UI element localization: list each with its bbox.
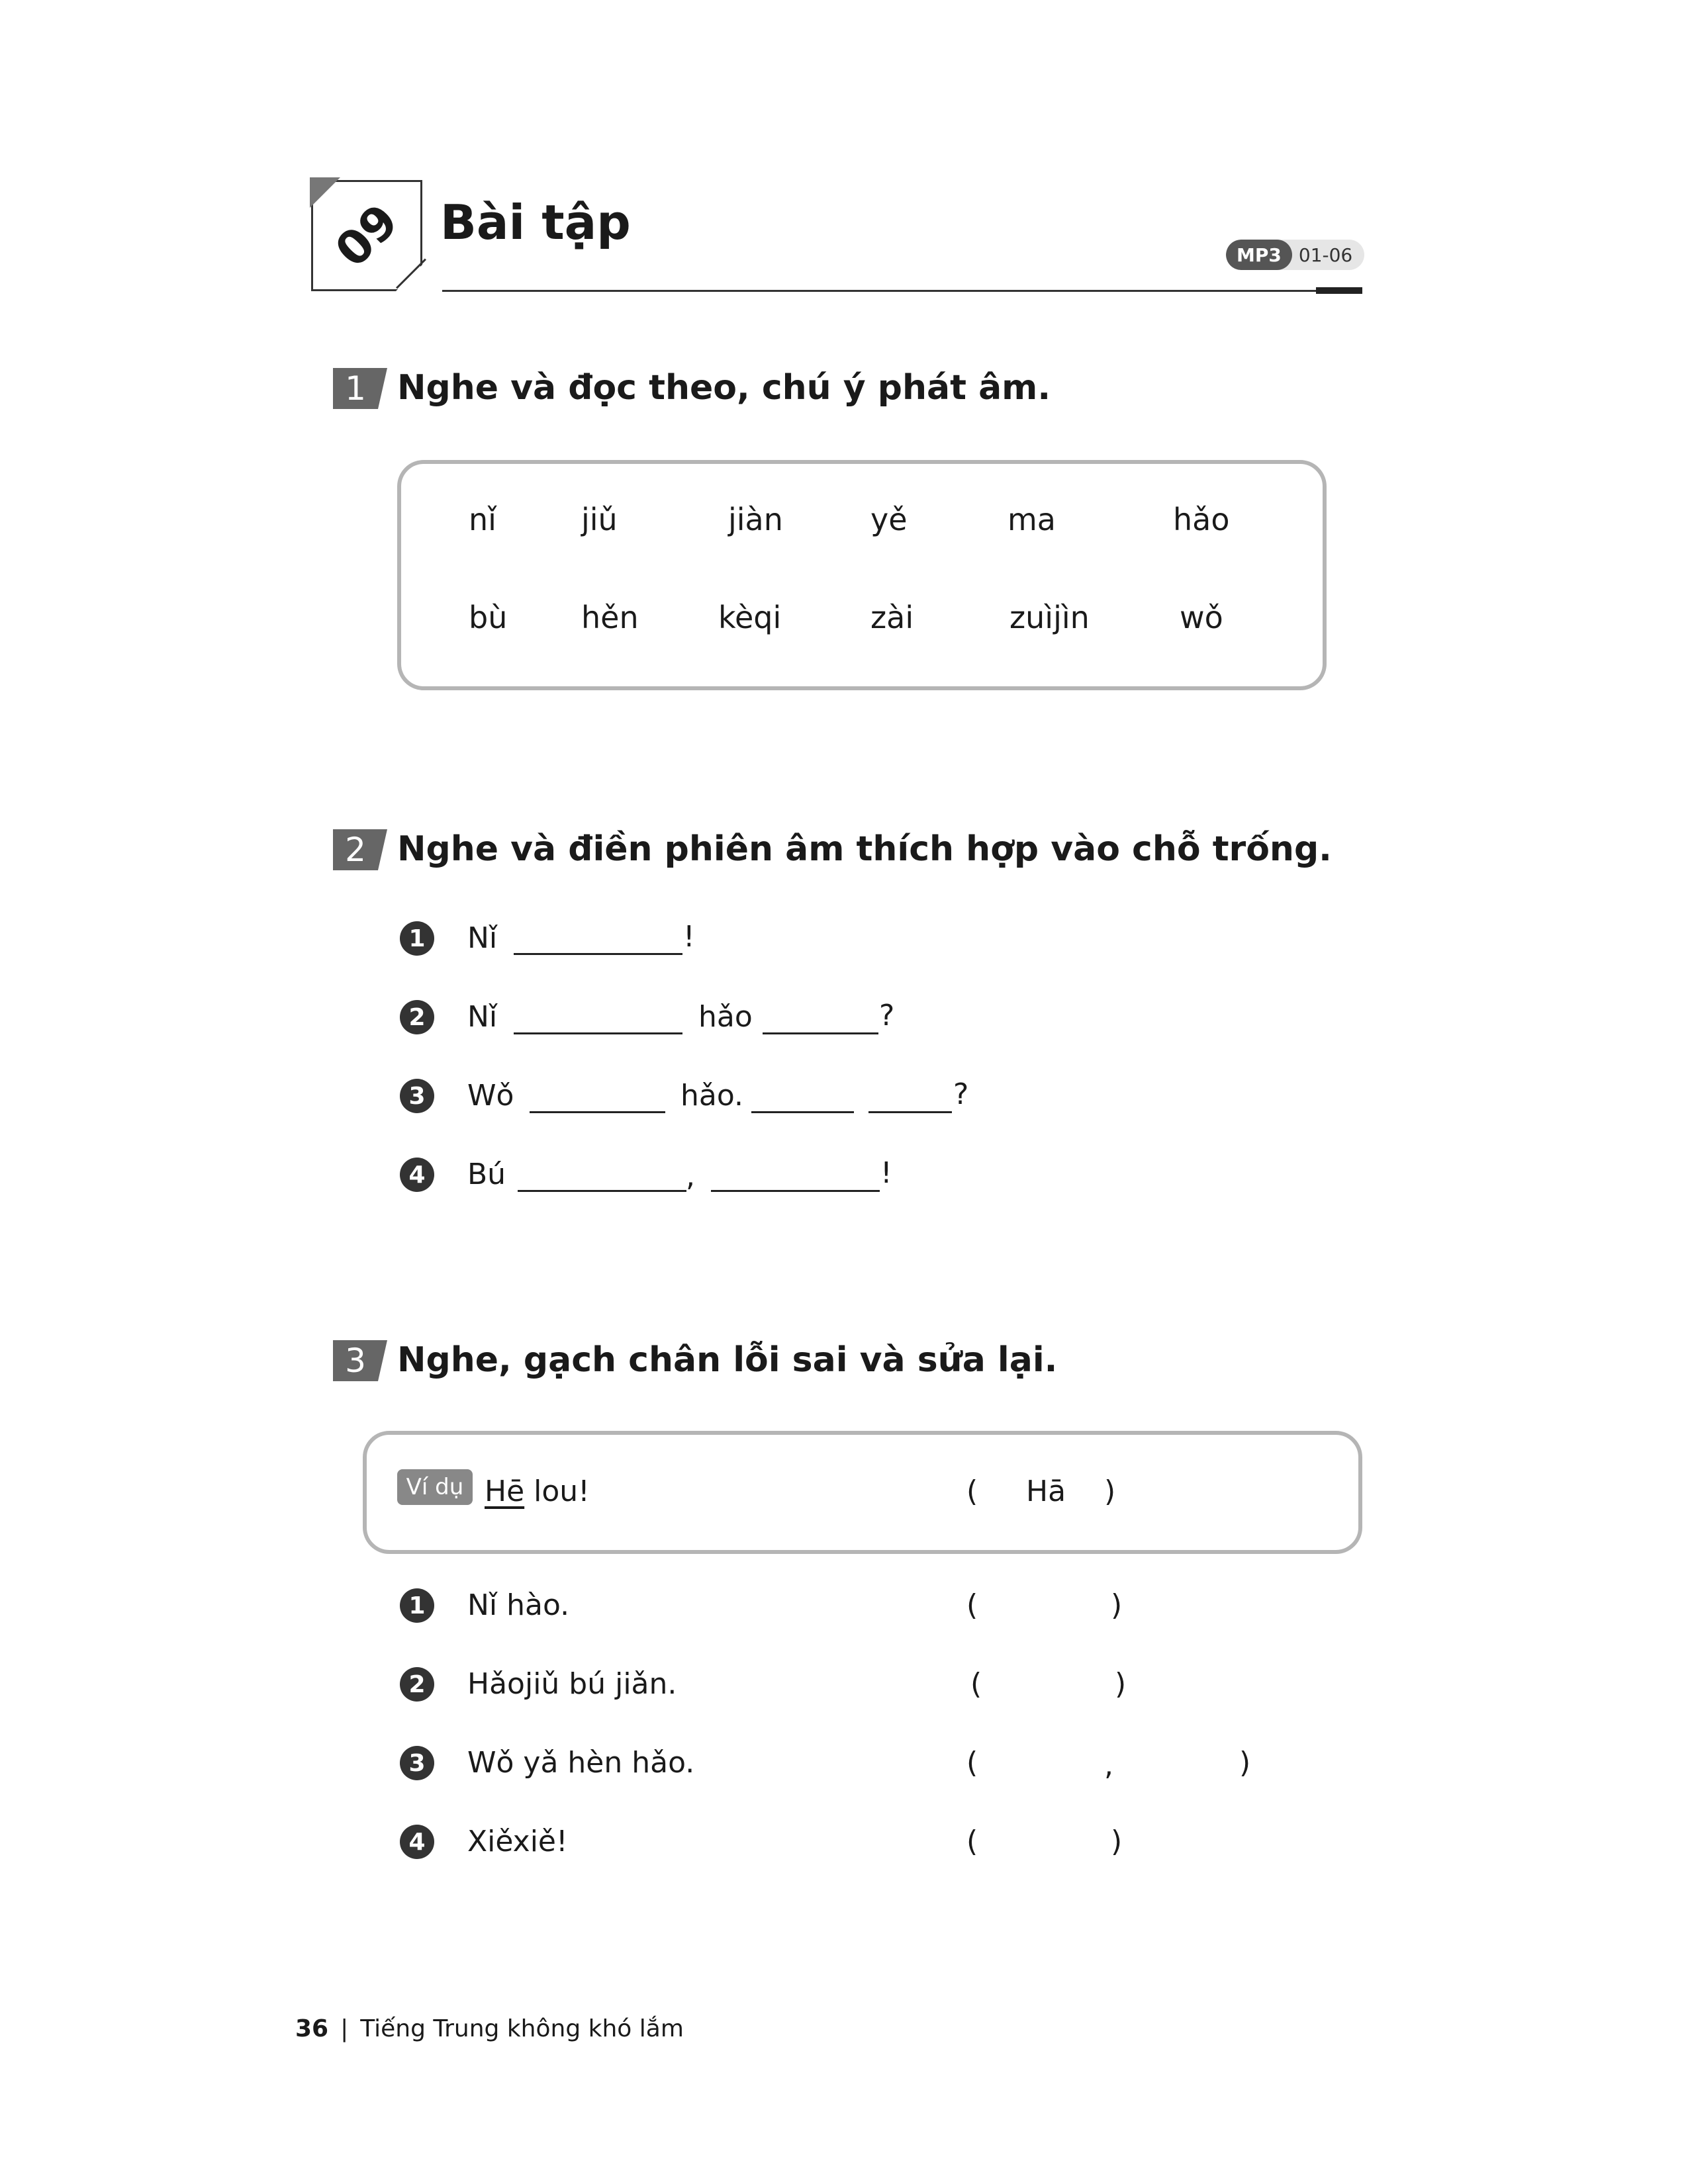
section-2-title: Nghe và điền phiên âm thích hợp vào chỗ trống. [397, 829, 1332, 869]
error-sentence[interactable]: Hǎojiǔ bú jiǎn. [467, 1667, 677, 1701]
title-divider-accent [1316, 287, 1362, 294]
book-title: Tiếng Trung không khó lắm [360, 2015, 684, 2042]
close-paren: ) [1104, 1475, 1116, 1508]
section-3-number: 3 [333, 1340, 378, 1381]
section-2-number: 2 [333, 829, 378, 870]
sentence-end: ! [683, 920, 695, 954]
pinyin-box [397, 460, 1327, 690]
example-rest: lou! [524, 1475, 590, 1508]
blank-line[interactable] [530, 1111, 665, 1113]
item-number: 2 [400, 1667, 434, 1702]
pinyin-word: ma [1008, 502, 1056, 537]
page-title: Bài tập [440, 195, 631, 250]
mp3-badge [1226, 240, 1364, 270]
sentence-start: Bú [467, 1158, 506, 1191]
close-paren: ) [1239, 1746, 1251, 1780]
sentence-start: Nǐ [467, 1000, 498, 1034]
pinyin-word: kèqi [718, 600, 782, 635]
open-paren: ( [966, 1475, 978, 1508]
footer-separator: | [340, 2015, 349, 2042]
sentence-middle: hǎo. [680, 1079, 743, 1113]
blank-line[interactable] [711, 1190, 880, 1192]
open-paren: ( [966, 1746, 978, 1780]
error-sentence[interactable]: Nǐ hào. [467, 1588, 570, 1622]
example-tag: Ví dụ [397, 1469, 473, 1505]
sentence-start: Wǒ [467, 1079, 514, 1113]
pinyin-word: nǐ [469, 502, 496, 537]
pinyin-word: zài [870, 600, 914, 635]
sentence-end: ? [953, 1077, 969, 1111]
item-number: 3 [400, 1079, 434, 1113]
section-1-title: Nghe và đọc theo, chú ý phát âm. [397, 368, 1051, 408]
pinyin-word: jiǔ [581, 502, 618, 537]
error-sentence[interactable]: Xiěxiě! [467, 1825, 568, 1858]
mp3-tag: MP3 [1226, 240, 1292, 270]
section-3-title: Nghe, gạch chân lỗi sai và sửa lại. [397, 1340, 1058, 1380]
blank-line[interactable] [514, 953, 682, 955]
pinyin-word: jiàn [728, 502, 783, 537]
item-number: 2 [400, 1000, 434, 1034]
close-paren: ) [1111, 1825, 1123, 1858]
blank-line[interactable] [751, 1111, 854, 1113]
close-paren: ) [1111, 1588, 1123, 1622]
error-sentence[interactable]: Wǒ yǎ hèn hǎo. [467, 1746, 695, 1780]
pinyin-word: zuìjìn [1009, 600, 1090, 635]
lesson-number: 09 [324, 193, 409, 278]
sentence-end: ! [880, 1156, 892, 1190]
page-number: 36 [295, 2015, 329, 2042]
sentence-middle: hǎo [698, 1000, 753, 1034]
sentence-end: ? [879, 999, 895, 1032]
example-wrong-word: Hē [485, 1475, 525, 1508]
pinyin-word: bù [469, 600, 508, 635]
footer [295, 2017, 684, 2041]
pinyin-word: hěn [581, 600, 639, 635]
title-divider [442, 290, 1362, 292]
open-paren: ( [970, 1667, 982, 1701]
open-paren: ( [966, 1825, 978, 1858]
comma: , [1104, 1749, 1113, 1782]
sentence-comma: , [686, 1160, 695, 1193]
pinyin-word: yě [870, 502, 908, 537]
example-answer: Hā [1026, 1475, 1066, 1508]
blank-line[interactable] [868, 1111, 952, 1113]
item-number: 1 [400, 1588, 434, 1623]
close-paren: ) [1115, 1667, 1127, 1701]
blank-line[interactable] [763, 1032, 878, 1034]
item-number: 4 [400, 1158, 434, 1192]
item-number: 4 [400, 1825, 434, 1859]
item-number: 1 [400, 921, 434, 956]
pinyin-word: hǎo [1173, 502, 1230, 537]
pinyin-word: wǒ [1180, 600, 1223, 635]
mp3-range: 01-06 [1298, 244, 1353, 266]
blank-line[interactable] [514, 1032, 682, 1034]
open-paren: ( [966, 1588, 978, 1622]
example-sentence [485, 1477, 590, 1506]
sentence-start: Nǐ [467, 921, 498, 955]
item-number: 3 [400, 1746, 434, 1780]
blank-line[interactable] [518, 1190, 686, 1192]
section-1-number: 1 [333, 368, 378, 409]
